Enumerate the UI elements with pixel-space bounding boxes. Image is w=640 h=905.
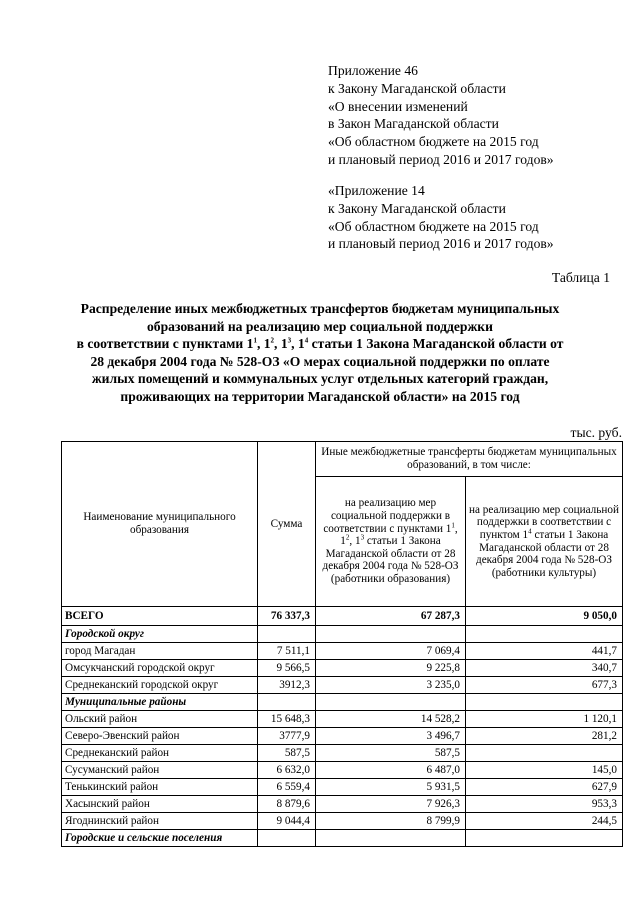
section-districts-label: Муниципальные районы [62,694,258,711]
row-sum: 8 879,6 [258,796,316,813]
title-fragment: статьи 1 Закона Магаданской области от [308,336,564,352]
row-name: Среднеканский район [62,745,258,762]
title-fragment: , 1 [274,336,288,352]
section-row [62,830,623,847]
superscript: 3 [287,336,292,345]
section-row [62,694,623,711]
annex1-line: в Закон Магаданской области [328,116,499,132]
header-sum-column: Сумма [258,442,316,607]
empty-cell [316,626,466,643]
units-label: тыс. руб. [570,425,622,440]
row-sum: 587,5 [258,745,316,762]
superscript: 2 [345,533,350,542]
row-culture: 340,7 [466,660,623,677]
table-row [62,796,623,813]
row-culture: 145,0 [466,762,623,779]
row-education: 6 487,0 [316,762,466,779]
empty-cell [316,830,466,847]
row-sum: 3777,9 [258,728,316,745]
table-row [62,779,623,796]
row-culture: 627,9 [466,779,623,796]
header-text: статьи 1 Закона Магаданской области от 28 декабря 2004 года № 528-ОЗ (работники образования) [322,535,459,585]
row-sum: 6 559,4 [258,779,316,796]
empty-cell [258,830,316,847]
annex1-line: Приложение 46 [328,63,418,78]
row-culture [466,745,623,762]
row-name: Среднеканский городской округ [62,677,258,694]
header-text: , 1 [349,535,361,548]
header-name-column: Наименование муниципального образования [62,442,258,607]
row-education: 14 528,2 [316,711,466,728]
title-fragment: , 1 [256,336,271,352]
title-line: проживающих на территории Магаданской области» на 2015 год [120,388,520,404]
row-education: 587,5 [316,745,466,762]
header-text: , 1 [340,522,458,548]
row-education: 5 931,5 [316,779,466,796]
row-name: Тенькинский район [62,779,258,796]
row-culture: 1 120,1 [466,711,623,728]
annex-14-header [328,182,554,253]
table-row [62,677,623,694]
title-line: 28 декабря 2004 года № 528-ОЗ «О мерах социальной поддержки по оплате [90,353,550,369]
superscript: 4 [528,527,532,536]
row-name: город Магадан [62,643,258,660]
annex2-line: «Приложение 14 [328,183,425,198]
title-line: образований на реализацию мер социальной поддержки [147,318,493,334]
title-line: Распределение иных межбюджетных трансфертов бюджетам муниципальных [80,301,560,316]
row-sum: 9 044,4 [258,813,316,830]
annex2-line: и плановый период 2016 и 2017 годов» [328,236,554,252]
table-row [62,728,623,745]
total-culture: 9 050,0 [466,607,623,626]
document-title [50,300,590,406]
section-settlements-label: Городские и сельские поселения [62,830,258,847]
annex1-line: к Закону Магаданской области [328,80,506,96]
row-culture: 281,2 [466,728,623,745]
superscript: 3 [360,533,365,542]
row-name: Омсукчанский городской округ [62,660,258,677]
table-label: Таблица 1 [551,270,610,285]
row-culture: 953,3 [466,796,623,813]
table-row [62,643,623,660]
annex1-line: «Об областном бюджете на 2015 год [328,134,539,150]
table-row [62,745,623,762]
superscript: 1 [451,520,455,529]
empty-cell [258,694,316,711]
header-text: на реализацию мер социальной поддержки в соответствии с пунктами 1 [323,497,452,535]
header-culture-column [466,477,623,607]
title-line: жилых помещений и коммунальных услуг отдельных категорий граждан, [91,371,549,387]
row-name: Ягоднинский район [62,813,258,830]
row-name: Сусуманский район [62,762,258,779]
table-row [62,660,623,677]
row-education: 8 799,9 [316,813,466,830]
header-transfers-group: Иные межбюджетные трансферты бюджетам муниципальных образований, в том числе: [316,442,623,477]
empty-cell [466,694,623,711]
table-row [62,762,623,779]
row-name: Хасынский район [62,796,258,813]
row-sum: 7 511,1 [258,643,316,660]
row-education: 3 235,0 [316,677,466,694]
total-row [62,607,623,626]
section-city-label: Городской округ [62,626,258,643]
row-sum: 9 566,5 [258,660,316,677]
transfers-table [61,441,623,847]
table-row [62,711,623,728]
row-sum: 15 648,3 [258,711,316,728]
annex1-line: и плановый период 2016 и 2017 годов» [328,151,554,167]
header-text: статьи 1 Закона Магаданской области от 28 декабря 2004 года № 528-ОЗ (работники культуры) [476,528,612,579]
superscript: 4 [304,336,309,345]
header-education-column [316,477,466,607]
empty-cell [316,694,466,711]
row-education: 3 496,7 [316,728,466,745]
title-line [50,335,590,353]
empty-cell [466,830,623,847]
superscript: 2 [270,336,275,345]
total-sum: 76 337,3 [258,607,316,626]
title-fragment: в соответствии с пунктами 1 [76,336,254,352]
header-text: на реализацию мер социальной поддержки в соответствии с пунктом 1 [469,503,619,541]
row-culture: 441,7 [466,643,623,660]
total-education: 67 287,3 [316,607,466,626]
row-education: 9 225,8 [316,660,466,677]
superscript: 1 [253,336,257,345]
row-name: Ольский район [62,711,258,728]
row-sum: 6 632,0 [258,762,316,779]
row-culture: 677,3 [466,677,623,694]
total-name: ВСЕГО [62,607,258,626]
row-sum: 3912,3 [258,677,316,694]
section-row [62,626,623,643]
row-education: 7 926,3 [316,796,466,813]
row-culture: 244,5 [466,813,623,830]
empty-cell [466,626,623,643]
table-row [62,813,623,830]
title-fragment: , 1 [291,336,305,352]
annex-46-header [328,62,554,169]
annex1-line: «О внесении изменений [328,98,468,114]
annex2-line: к Закону Магаданской области [328,200,506,216]
row-education: 7 069,4 [316,643,466,660]
row-name: Северо-Эвенский район [62,728,258,745]
empty-cell [258,626,316,643]
annex2-line: «Об областном бюджете на 2015 год [328,218,539,234]
